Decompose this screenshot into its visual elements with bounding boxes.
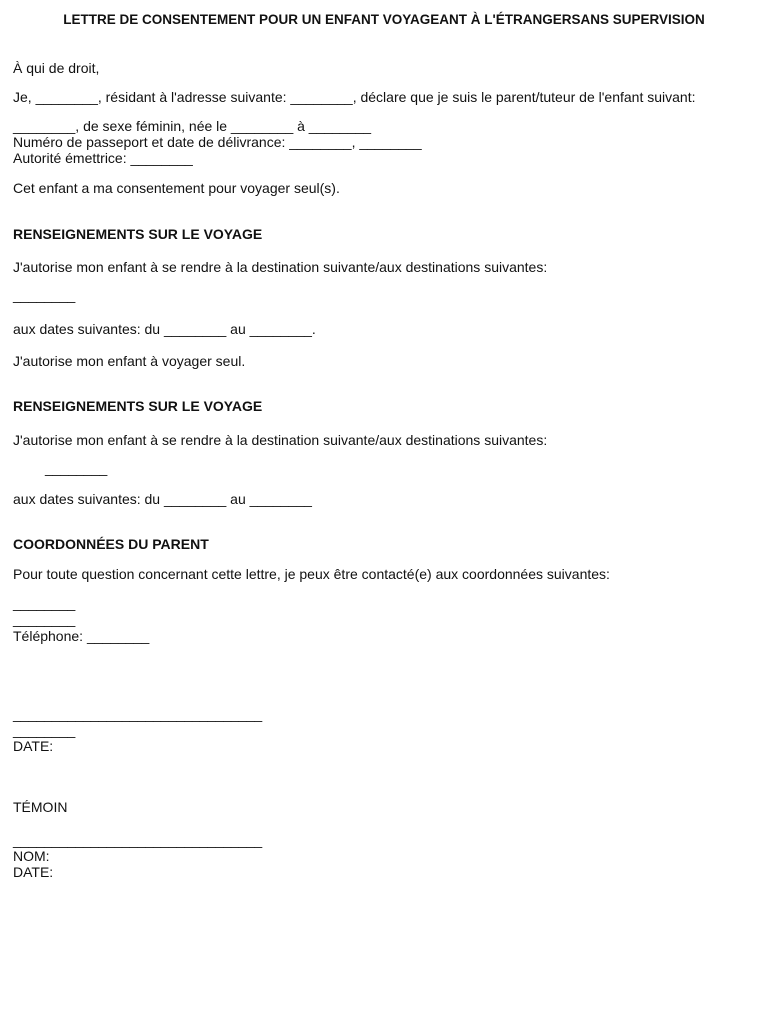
destination-authorization-2: J'autorise mon enfant à se rendre à la destination suivante/aux destinations suivantes: [13,432,548,448]
contact-statement: Pour toute question concernant cette lettre, je peux être contacté(e) aux coordonnées suivantes: [13,566,610,582]
witness-name: NOM: [13,848,50,864]
parent-contact-heading: COORDONNÉES DU PARENT [13,536,209,552]
issuing-authority: Autorité émettrice: ________ [13,150,193,166]
signature-line: ________________________________ [13,706,263,722]
child-details: ________, de sexe féminin, née le ________ à ________ [13,118,372,134]
witness-heading: TÉMOIN [13,799,68,815]
signature-name-blank: ________ [13,722,76,738]
destination-blank-1: ________ [13,287,76,303]
consent-statement: Cet enfant a ma consentement pour voyager seul(s). [13,180,340,196]
travel-alone-statement: J'autorise mon enfant à voyager seul. [13,353,246,369]
signature-date: DATE: [13,738,54,754]
witness-date: DATE: [13,864,54,880]
salutation: À qui de droit, [13,60,100,76]
travel-dates-2: aux dates suivantes: du ________ au ________ [13,491,312,507]
contact-blank-1: ________ [13,595,76,611]
passport-details: Numéro de passeport et date de délivrance: ________, ________ [13,134,422,150]
travel-dates-1: aux dates suivantes: du ________ au ________. [13,321,316,337]
destination-blank-2: ________ [45,460,108,476]
document-title: LETTRE DE CONSENTEMENT POUR UN ENFANT VOYAGEANT À L'ÉTRANGERSANS SUPERVISION [63,12,705,27]
travel-info-heading-2: RENSEIGNEMENTS SUR LE VOYAGE [13,398,263,414]
witness-signature-line: ________________________________ [13,832,263,848]
contact-blank-2: ________ [13,611,76,627]
intro-paragraph: Je, ________, résidant à l'adresse suivante: ________, déclare que je suis le parent/tuteur de l'enfant suivant: [13,89,696,105]
phone-field: Téléphone: ________ [13,628,150,644]
travel-info-heading-1: RENSEIGNEMENTS SUR LE VOYAGE [13,226,263,242]
destination-authorization-1: J'autorise mon enfant à se rendre à la destination suivante/aux destinations suivantes: [13,259,548,275]
